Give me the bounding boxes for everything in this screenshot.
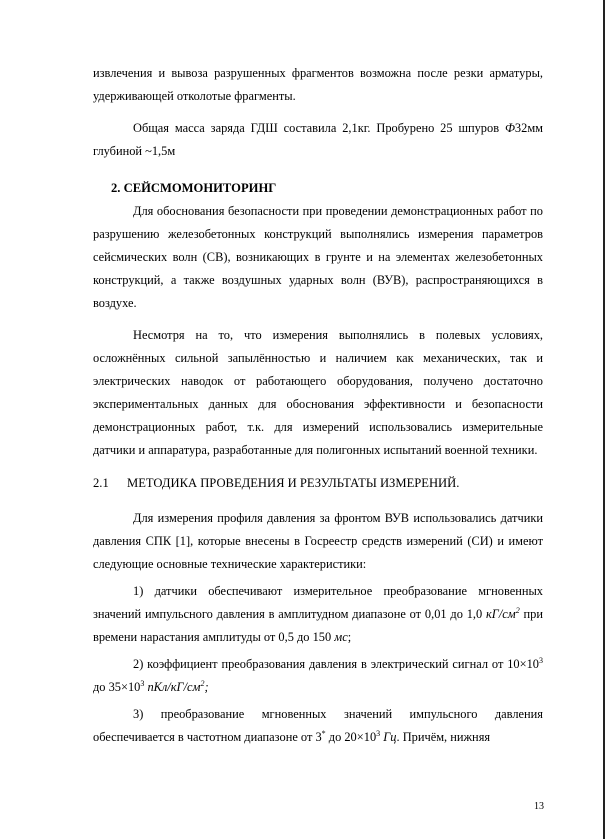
subsection-heading bbox=[93, 472, 543, 495]
section-heading: 2. СЕЙСМОМОНИТОРИНГ bbox=[111, 181, 277, 195]
list-item-1: 1) датчики обеспечивают измерительное преобразование мгновенных значений импульсного давления в амплитудном диапазоне от 0,01 до 1,0 $кГ/см^2$ при времени нарастания амплитуды от 0,5 до 150 мс; bbox=[93, 584, 543, 644]
subsection-title: МЕТОДИКА ПРОВЕДЕНИЯ И РЕЗУЛЬТАТЫ ИЗМЕРЕНИЙ. bbox=[127, 476, 460, 490]
subsection-number: 2.1 bbox=[93, 476, 109, 490]
list-item-3: 3) преобразование мгновенных значений импульсного давления обеспечивается в частотном диапазоне от 3* до $20\times 10^3$ Гц. Причём, нижняя bbox=[93, 707, 543, 744]
paragraph-safety-justification: Для обоснования безопасности при проведении демонстрационных работ по разрушению железобетонных конструкций выполнялись измерения параметров сейсмических волн (СВ), возникающих в грунте и на элементах железобетонных конструкций, а также воздушных ударных волн (ВУВ), распространяющихся в воздухе. bbox=[93, 204, 543, 310]
paragraph-continuation: извлечения и вывоза разрушенных фрагментов возможна после резки арматуры, удерживающей отколотые фрагменты. bbox=[93, 66, 543, 103]
paragraph-field-conditions: Несмотря на то, что измерения выполнялись в полевых условиях, осложнённых сильной запылённостью и наличием как механических, так и электрических наводок от работающего оборудования, получено достаточно экспериментальных данных для обоснования эффективности и безопасности демонстрационных работ, т.к. для измерений использовались измерительные датчики и аппаратура, разработанные для полигонных испытаний военной техники. bbox=[93, 328, 543, 457]
page-edge-border bbox=[603, 0, 605, 839]
paragraph-charge-mass: Общая масса заряда ГДШ составила 2,1кг. Пробурено 25 шпуров Ф32мм глубиной ~1,5м bbox=[93, 121, 543, 158]
paragraph-pressure-sensors: Для измерения профиля давления за фронтом ВУВ использовались датчики давления СПК [1], которые внесены в Госреестр средств измерений (СИ) и имеют следующие основные технические характеристики: bbox=[93, 511, 543, 571]
list-item-2: 2) коэффициент преобразования давления в электрический сигнал от $10\times 10^3$ до $35\times 10^3$ пКл/$кГ/см^2$; bbox=[93, 655, 543, 694]
page-number: 13 bbox=[534, 801, 544, 812]
text-body bbox=[93, 62, 543, 749]
